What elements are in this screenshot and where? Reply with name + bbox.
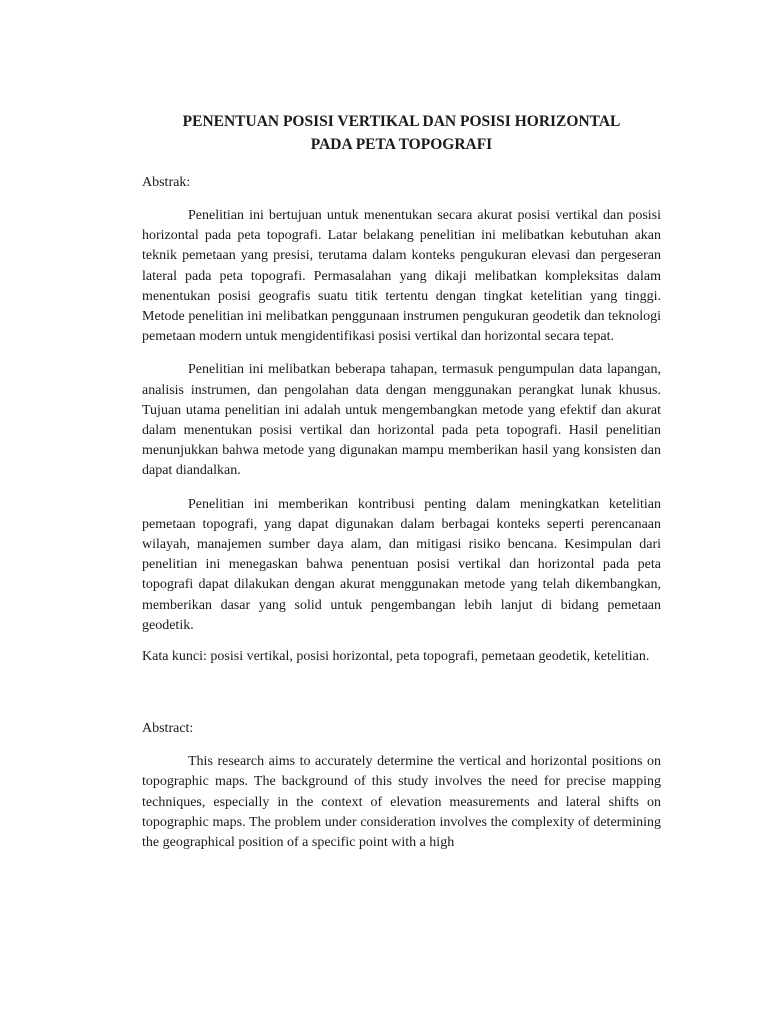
title-line-2: PADA PETA TOPOGRAFI [310,136,493,153]
abstrak-paragraph: Penelitian ini bertujuan untuk menentukan secara akurat posisi vertikal dan posisi horizontal pada peta topografi. Latar belakang penelitian ini melibatkan kebutuhan akan teknik pemetaan yang presisi, terutama dalam konteks pengukuran elevasi dan pergeseran lateral pada peta topografi. Permasalahan yang dikaji melibatkan kompleksitas dalam menentukan posisi geografis suatu titik tertentu dengan tingkat ketelitian yang tinggi. Metode penelitian ini melibatkan penggunaan instrumen pengukuran geodetik dan teknologi pemetaan modern untuk mengidentifikasi posisi vertikal dan horizontal secara tepat. [142,208,661,345]
abstrak-paragraph: Penelitian ini melibatkan beberapa tahapan, termasuk pengumpulan data lapangan, analisis instrumen, dan pengolahan data dengan menggunakan perangkat lunak khusus. Tujuan utama penelitian ini adalah untuk mengembangkan metode yang efektif dan akurat dalam menentukan posisi vertikal dan horizontal pada peta topografi. Hasil penelitian menunjukkan bahwa metode yang digunakan mampu memberikan hasil yang konsisten dan dapat diandalkan. [142,362,661,479]
document-page [142,110,661,853]
keywords: Kata kunci: posisi vertikal, posisi horizontal, peta topografi, pemetaan geodetik, ketelitian. [142,649,650,665]
abstrak-paragraph: Penelitian ini memberikan kontribusi penting dalam meningkatkan ketelitian pemetaan topografi, yang dapat digunakan dalam berbagai konteks seperti perencanaan wilayah, manajemen sumber daya alam, dan mitigasi risiko bencana. Kesimpulan dari penelitian ini menegaskan bahwa penentuan posisi vertikal dan horizontal pada peta topografi dapat dilakukan dengan akurat menggunakan metode yang telah dikembangkan, memberikan dasar yang solid untuk pengembangan lebih lanjut di bidang pemetaan geodetik. [142,496,661,633]
abstract-label: Abstract: [142,721,194,737]
abstrak-label: Abstrak: [142,175,191,190]
title-line-1: PENENTUAN POSISI VERTIKAL DAN POSISI HORIZONTAL [182,113,621,130]
document-title [142,110,661,156]
abstract-paragraph: This research aims to accurately determine the vertical and horizontal positions on topographic maps. The background of this study involves the need for precise mapping techniques, especially in the context of elevation measurements and lateral shifts on topographic maps. The problem under consideration involves the complexity of determining the geographical position of a specific point with a high [142,754,661,851]
